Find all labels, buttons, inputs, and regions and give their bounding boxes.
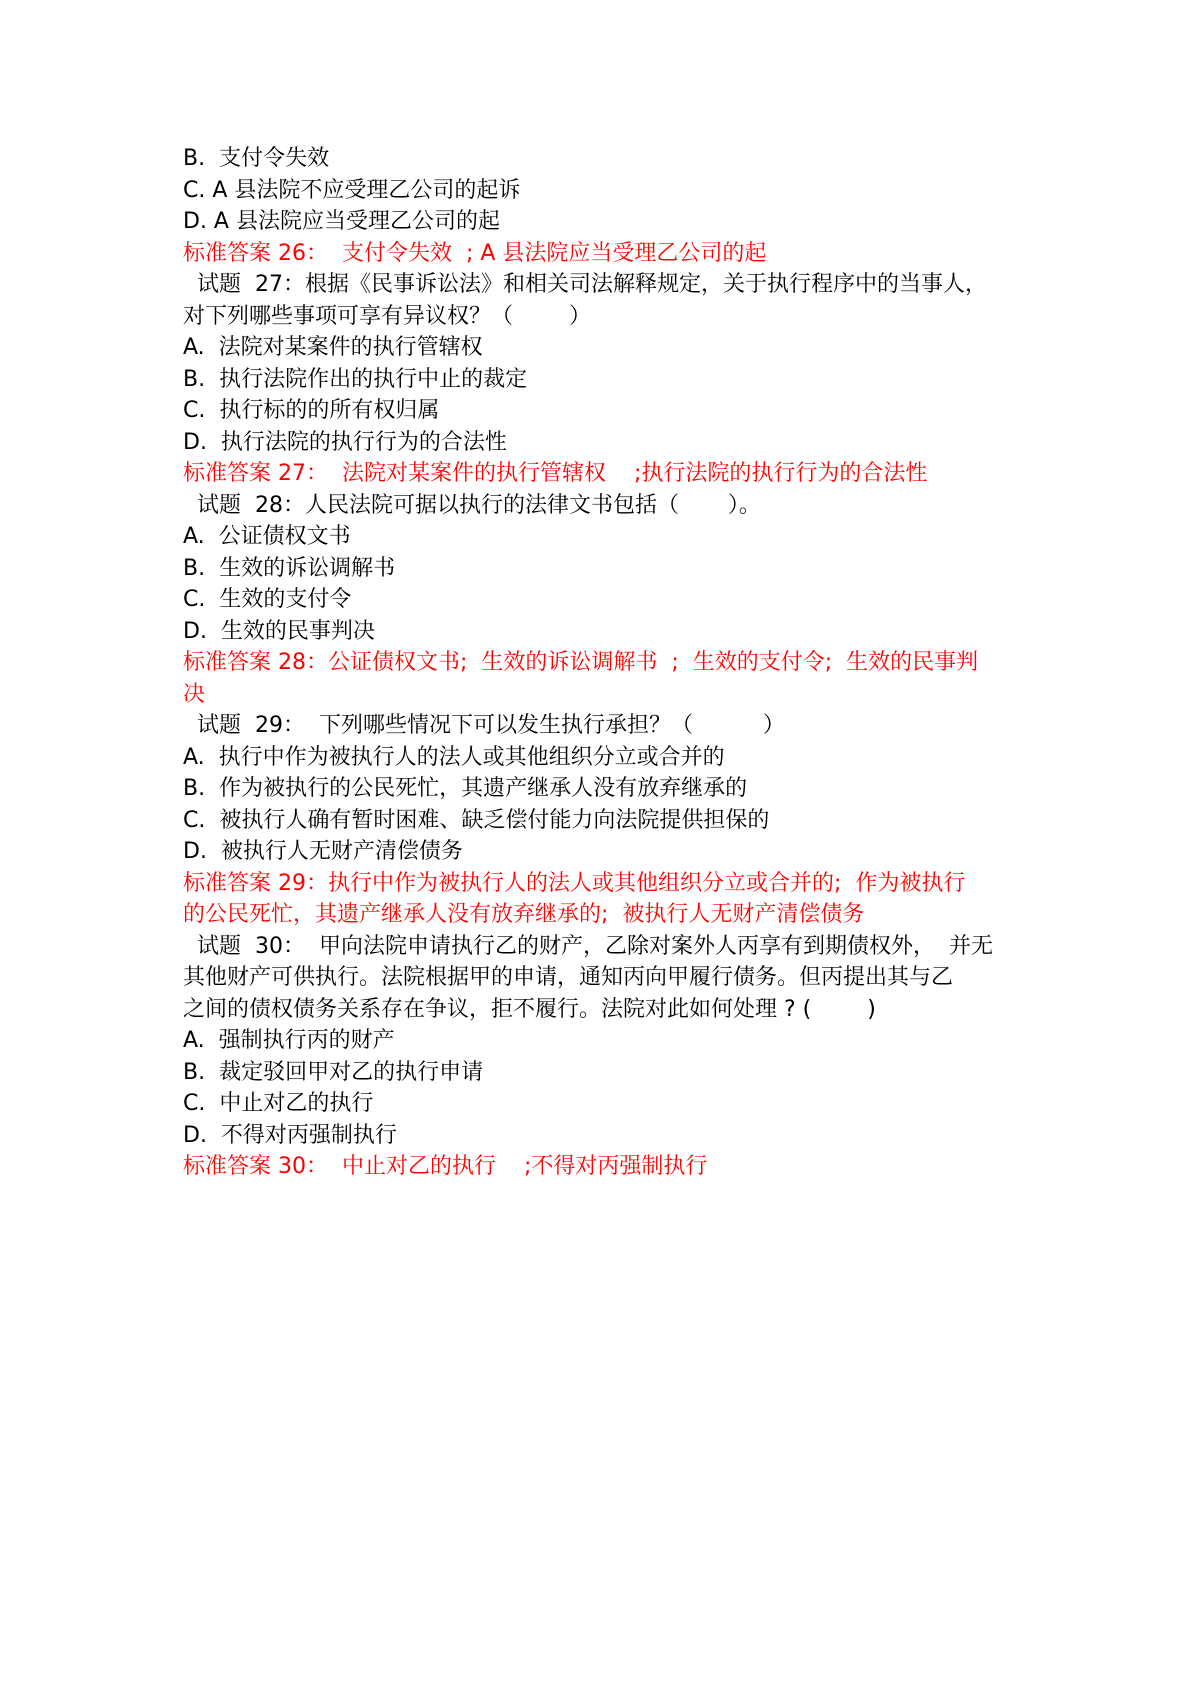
option-line: D. 执行法院的执行行为的合法性 (183, 429, 507, 455)
option-line: A. 强制执行丙的财产 (183, 1028, 395, 1053)
option-line: B. 作为被执行的公民死忙，其遗产继承人没有放弃继承的 (183, 776, 748, 801)
answer-line: 的公民死忙，其遗产继承人没有放弃继承的; 被执行人无财产清偿债务 (183, 902, 865, 927)
option-line: C. 被执行人确有暂时困难、缺乏偿付能力向法院提供担保的 (183, 807, 770, 833)
question-line: 试题 29： 下列哪些情况下可以发生执行承担？（ ） (183, 713, 785, 738)
answer-line: 标准答案 30： 中止对乙的执行 ;不得对丙强制执行 (183, 1154, 708, 1179)
option-line: B. 执行法院作出的执行中止的裁定 (183, 366, 528, 392)
question-line: 试题 30： 甲向法院申请执行乙的财产，乙除对案外人丙享有到期债权外， 并无 (183, 933, 993, 959)
option-line: D. 不得对丙强制执行 (183, 1122, 397, 1148)
option-line: A. 执行中作为被执行人的法人或其他组织分立或合并的 (183, 744, 725, 770)
option-line: B. 生效的诉讼调解书 (183, 555, 396, 581)
question-line: 之间的债权债务关系存在争议，拒不履行。法院对此如何处理 ? ( ) (183, 996, 876, 1022)
answer-line: 标准答案 28：公证债权文书; 生效的诉讼调解书 ; 生效的支付令; 生效的民事判 (183, 650, 979, 675)
option-line: B. 支付令失效 (183, 146, 330, 171)
option-line: A. 法院对某案件的执行管辖权 (183, 335, 483, 360)
option-line: D. 生效的民事判决 (183, 618, 375, 644)
answer-line: 标准答案 29：执行中作为被执行人的法人或其他组织分立或合并的; 作为被执行 (183, 870, 966, 896)
option-line: D. A 县法院应当受理乙公司的起 (183, 209, 500, 234)
option-line: C. 执行标的的所有权归属 (183, 398, 440, 423)
question-line: 试题 28：人民法院可据以执行的法律文书包括（ ）。 (183, 492, 761, 518)
answer-line: 标准答案 27： 法院对某案件的执行管辖权 ;执行法院的执行行为的合法性 (183, 461, 928, 486)
answer-line: 决 (183, 681, 206, 707)
option-line: C. 生效的支付令 (183, 587, 352, 612)
answer-line: 标准答案 26： 支付令失效 ; A 县法院应当受理乙公司的起 (183, 240, 767, 266)
question-line: 对下列哪些事项可享有异议权？（ ） (183, 303, 591, 329)
option-line: B. 裁定驳回甲对乙的执行申请 (183, 1059, 484, 1085)
document-page (183, 143, 1023, 1183)
option-line: D. 被执行人无财产清偿债务 (183, 839, 463, 864)
question-line: 其他财产可供执行。法院根据甲的申请，通知丙向甲履行债务。但丙提出其与乙 (183, 965, 954, 990)
option-line: C. A 县法院不应受理乙公司的起诉 (183, 177, 521, 203)
option-line: C. 中止对乙的执行 (183, 1091, 374, 1116)
question-line: 试题 27：根据《民事诉讼法》和相关司法解释规定，关于执行程序中的当事人， (183, 272, 987, 297)
option-line: A. 公证债权文书 (183, 524, 351, 549)
